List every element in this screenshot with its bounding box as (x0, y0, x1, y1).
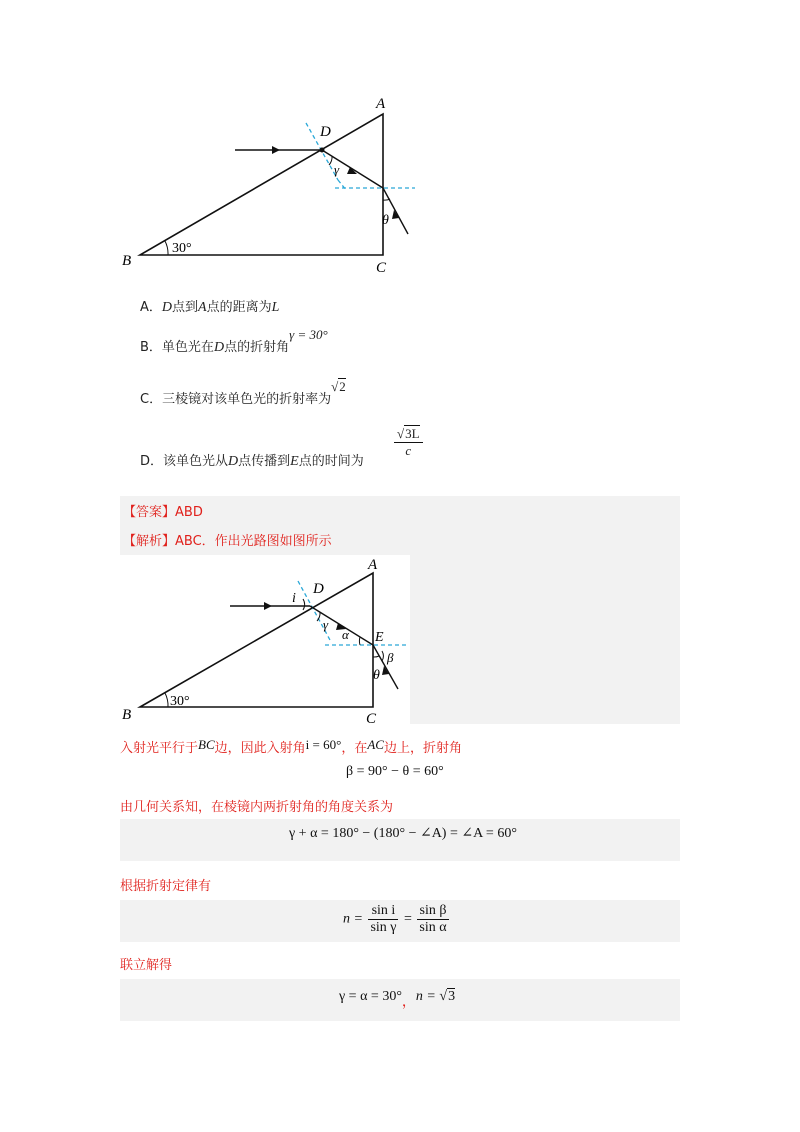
solution-line-2: 由几何关系知，在棱镜内两折射角的角度关系为 (120, 800, 394, 815)
label-theta: θ (382, 213, 389, 228)
fraction-2 (417, 903, 448, 936)
option-text: 三棱镜对该单色光的折射率为 (162, 392, 332, 407)
text: ，在 (341, 741, 368, 756)
option-text: 点传播到 (238, 454, 291, 469)
option-text: 点的时间为 (298, 454, 364, 469)
option-letter: B． (140, 340, 162, 355)
equation-beta: β = 90° − θ = 60° (346, 764, 444, 779)
fraction-numerator: sin β (417, 903, 448, 920)
var-d: D (213, 340, 225, 355)
fraction-1 (368, 903, 398, 936)
fraction-denominator: sin α (419, 920, 447, 935)
var-l: L (271, 300, 280, 315)
var-d: D (161, 300, 173, 315)
fraction-denominator: c (405, 443, 412, 458)
prism-diagram-1 (110, 90, 430, 275)
option-text: 该单色光从 (163, 454, 229, 469)
label-alpha: α (342, 627, 349, 642)
label-gamma: γ (334, 162, 340, 177)
answer-line (123, 501, 203, 520)
solution-line-3: 根据折射定律有 (120, 879, 212, 894)
option-text: 单色光在 (161, 340, 214, 355)
answer-label: 【答案】 (123, 505, 176, 520)
label-E: E (375, 630, 384, 645)
option-letter: A． (140, 300, 162, 315)
solution-line-4: 联立解得 (120, 958, 173, 973)
label-C: C (376, 260, 387, 275)
label-theta: θ (373, 668, 380, 683)
answer-value: ABD (175, 505, 203, 520)
var-a: A (198, 300, 207, 315)
option-math: 2 (339, 379, 346, 394)
option-letter: C． (140, 392, 163, 407)
label-beta: β (387, 650, 394, 665)
label-D: D (313, 581, 324, 597)
label-B: B (122, 253, 132, 269)
math-i: i = 60° (305, 737, 342, 752)
label-A: A (376, 96, 386, 112)
analysis-line (123, 530, 332, 549)
label-A: A (368, 557, 378, 573)
eq-equals: = (403, 911, 412, 927)
equation-result: γ = α = 30°，n = √3 (339, 989, 456, 1010)
option-text: 点的距离为 (206, 300, 272, 315)
eq-n: n = (343, 911, 363, 927)
math-bc: BC (198, 737, 215, 752)
option-text: 点到 (172, 300, 199, 315)
fraction-denominator: sin γ (370, 920, 397, 935)
math-ac: AC (367, 737, 384, 752)
eq-comma: ， (401, 995, 416, 1010)
analysis-intro: ABC．作出光路图如图所示 (175, 534, 332, 549)
fraction-numerator: 3L (405, 426, 420, 441)
analysis-label: 【解析】 (123, 534, 176, 549)
var-e: E (290, 454, 299, 469)
label-B: B (122, 707, 132, 723)
option-a (140, 296, 279, 316)
eq-sqrt-value: 3 (448, 989, 456, 1004)
prism-diagram-2 (120, 555, 410, 725)
fraction-numerator: sin i (368, 903, 398, 920)
option-d-fraction: √3L c (394, 426, 423, 459)
var-d: D (228, 454, 239, 469)
option-b (140, 327, 328, 356)
label-angle-b: 30° (170, 694, 190, 709)
eq-gamma-alpha: γ = α = 30° (339, 989, 402, 1004)
label-C: C (366, 711, 377, 725)
option-letter: D． (140, 454, 164, 469)
label-D: D (320, 124, 331, 140)
label-i: i (292, 591, 296, 606)
option-c: C．三棱镜对该单色光的折射率为√2 (140, 379, 346, 407)
equation-snell (343, 903, 451, 936)
eq-n: n = (415, 989, 440, 1004)
solution-line-1 (120, 737, 462, 756)
option-text: 点的折射角 (224, 340, 290, 355)
label-gamma: γ (323, 617, 329, 632)
text: 入射光平行于 (120, 741, 199, 756)
equation-angles: γ + α = 180° − (180° − ∠A) = ∠A = 60° (289, 826, 517, 841)
option-d (140, 450, 364, 470)
option-math: γ = 30° (289, 327, 328, 342)
text: 边，因此入射角 (214, 741, 306, 756)
text: 边上，折射角 (383, 741, 462, 756)
label-angle-b: 30° (172, 241, 192, 256)
